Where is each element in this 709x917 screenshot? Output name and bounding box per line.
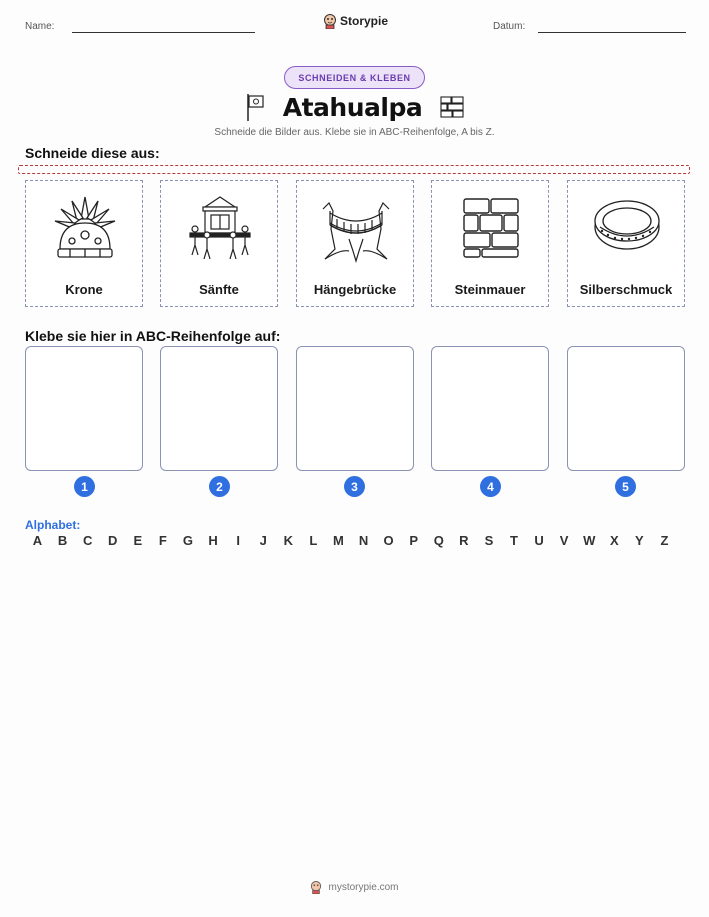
paste-section-heading: Klebe sie hier in ABC-Reihenfolge auf:: [25, 328, 281, 344]
card-label: Steinmauer: [454, 282, 526, 297]
alphabet-letter: A: [32, 533, 43, 548]
paste-slot-3[interactable]: [296, 346, 414, 471]
page-title: Atahualpa: [282, 92, 423, 122]
brick-wall-icon: [440, 95, 464, 119]
alphabet-letter: Z: [660, 533, 669, 548]
cut-line: [18, 165, 690, 174]
alphabet-letter: X: [609, 533, 619, 548]
alphabet-letter: I: [236, 533, 240, 548]
alphabet-letter: U: [534, 533, 544, 548]
slot-number-badge: 3: [344, 476, 365, 497]
cut-section-heading: Schneide diese aus:: [25, 145, 160, 161]
alphabet-letter: S: [484, 533, 494, 548]
cut-card-saenfte[interactable]: [160, 180, 278, 307]
paste-slot-2[interactable]: [160, 346, 278, 471]
card-label: Silberschmuck: [579, 282, 673, 297]
alphabet-heading: Alphabet:: [25, 518, 81, 532]
date-label: Datum:: [493, 21, 526, 32]
cut-card-haengebruecke[interactable]: [296, 180, 414, 307]
instructions: Schneide die Bilder aus. Klebe sie in ABC-Reihenfolge, A bis Z.: [214, 127, 495, 138]
alphabet-letter: W: [583, 533, 596, 548]
card-label: Krone: [65, 282, 103, 297]
slot-number-badge: 4: [480, 476, 501, 497]
cut-card-silberschmuck[interactable]: [567, 180, 685, 307]
paste-slot-4[interactable]: [431, 346, 549, 471]
paste-slot-1[interactable]: [25, 346, 143, 471]
category-badge: SCHNEIDEN & KLEBEN: [284, 66, 425, 89]
alphabet-letter: D: [108, 533, 118, 548]
crown-icon: [50, 189, 120, 269]
footer-site-link[interactable]: mystorypie.com: [328, 881, 399, 893]
slot-number-badge: 1: [74, 476, 95, 497]
storypie-mascot-icon: [310, 880, 322, 894]
paste-slot-5[interactable]: [567, 346, 685, 471]
alphabet-letter: M: [333, 533, 344, 548]
brand-name: Storypie: [340, 14, 389, 28]
flag-icon: [245, 92, 265, 122]
alphabet-row: [25, 533, 685, 548]
name-line: [72, 32, 255, 33]
card-label: Sänfte: [199, 282, 239, 297]
silver-bracelet-icon: [592, 189, 662, 269]
alphabet-letter: Y: [635, 533, 644, 548]
alphabet-letter: B: [57, 533, 68, 548]
name-label: Name:: [25, 21, 55, 32]
slot-number-badge: 2: [209, 476, 230, 497]
alphabet-letter: H: [208, 533, 218, 548]
alphabet-letter: C: [82, 533, 93, 548]
alphabet-letter: R: [459, 533, 469, 548]
alphabet-letter: L: [309, 533, 318, 548]
card-label: Hängebrücke: [313, 282, 397, 297]
cut-card-steinmauer[interactable]: [431, 180, 549, 307]
rope-bridge-icon: [321, 189, 391, 269]
alphabet-letter: F: [158, 533, 167, 548]
alphabet-letter: O: [383, 533, 394, 548]
alphabet-letter: P: [409, 533, 418, 548]
litter-icon: [185, 189, 255, 269]
brand-logo: [323, 13, 388, 29]
alphabet-letter: G: [182, 533, 194, 548]
alphabet-letter: E: [133, 533, 143, 548]
date-line: [538, 32, 686, 33]
footer: [0, 880, 709, 894]
alphabet-letter: K: [283, 533, 293, 548]
title-row: [0, 92, 709, 122]
cut-card-krone[interactable]: [25, 180, 143, 307]
slot-number-badge: 5: [615, 476, 636, 497]
alphabet-letter: J: [259, 533, 267, 548]
alphabet-letter: Q: [433, 533, 444, 548]
alphabet-letter: T: [510, 533, 518, 548]
stone-wall-icon: [456, 189, 526, 269]
alphabet-letter: V: [559, 533, 569, 548]
storypie-mascot-icon: [323, 13, 337, 29]
alphabet-letter: N: [358, 533, 369, 548]
